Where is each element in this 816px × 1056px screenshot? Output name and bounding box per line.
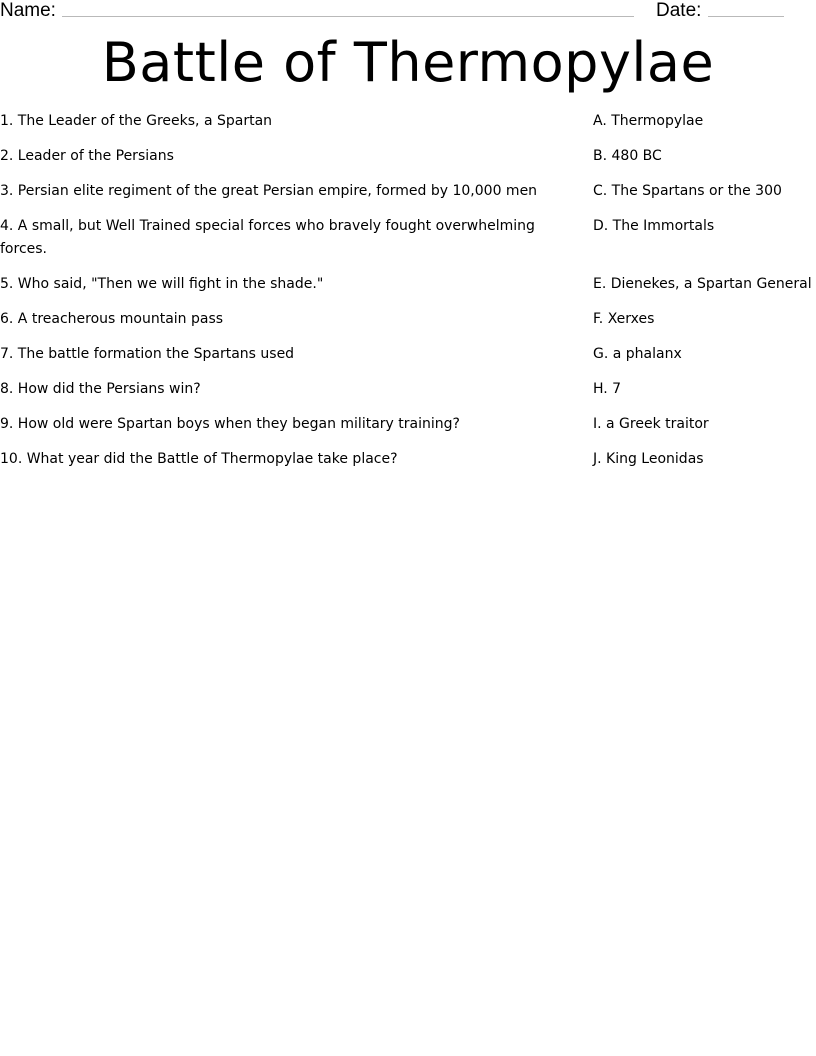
- matching-row: [0, 273, 816, 296]
- clue-text: 6. A treacherous mountain pass: [0, 311, 224, 327]
- answer-option: D. The Immortals: [593, 218, 715, 234]
- matching-row: [0, 215, 816, 261]
- clue-text: 3. Persian elite regiment of the great Persian empire, formed by 10,000 men: [0, 183, 538, 199]
- matching-row: [0, 180, 816, 203]
- clue-text: 9. How old were Spartan boys when they began military training?: [0, 416, 460, 432]
- answer-option: E. Dienekes, a Spartan General: [593, 276, 812, 292]
- answer-option: C. The Spartans or the 300: [593, 183, 782, 199]
- clue-text: 8. How did the Persians win?: [0, 381, 201, 397]
- clue-text: 4. A small, but Well Trained special forces who bravely fought overwhelming forces.: [0, 218, 535, 257]
- matching-row: [0, 378, 816, 401]
- matching-row: [0, 343, 816, 366]
- date-label: Date:: [656, 0, 702, 21]
- name-label: Name:: [0, 0, 56, 21]
- worksheet-header: [0, 0, 816, 24]
- answer-option: H. 7: [593, 381, 622, 397]
- answer-option: F. Xerxes: [593, 311, 655, 327]
- name-input-line[interactable]: [62, 16, 634, 17]
- answer-option: B. 480 BC: [593, 148, 662, 164]
- clue-text: 1. The Leader of the Greeks, a Spartan: [0, 113, 273, 129]
- answer-option: G. a phalanx: [593, 346, 682, 362]
- clue-text: 10. What year did the Battle of Thermopylae take place?: [0, 451, 398, 467]
- page-title: Battle of Thermopylae: [101, 31, 715, 94]
- date-input-line[interactable]: [708, 16, 784, 17]
- clue-text: 2. Leader of the Persians: [0, 148, 174, 164]
- matching-row: [0, 308, 816, 331]
- clue-text: 7. The battle formation the Spartans used: [0, 346, 295, 362]
- answer-option: I. a Greek traitor: [593, 416, 709, 432]
- matching-row: [0, 413, 816, 436]
- answer-option: J. King Leonidas: [593, 451, 704, 467]
- matching-row: [0, 110, 816, 133]
- clue-text: 5. Who said, "Then we will fight in the shade.": [0, 276, 324, 292]
- matching-row: [0, 448, 816, 471]
- answer-option: A. Thermopylae: [593, 113, 704, 129]
- matching-list: [0, 110, 816, 483]
- matching-row: [0, 145, 816, 168]
